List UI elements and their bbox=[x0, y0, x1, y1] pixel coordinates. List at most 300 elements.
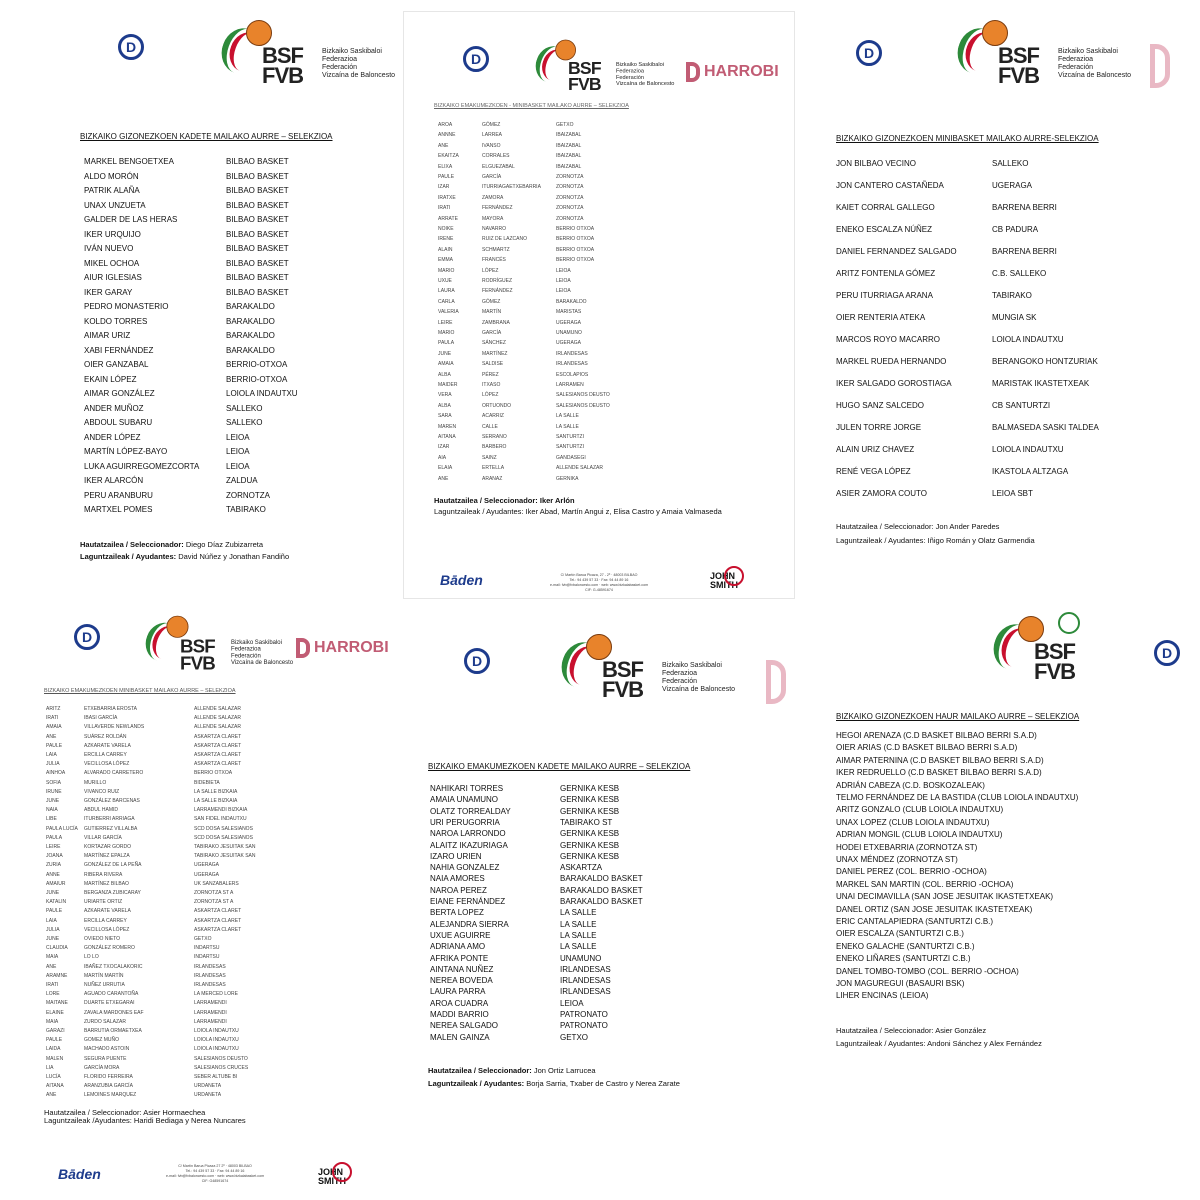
player-name: ALEJANDRA SIERRA bbox=[430, 919, 509, 929]
player-row bbox=[836, 768, 1042, 777]
player-name: KAIET CORRAL GALLEGO bbox=[836, 203, 935, 212]
player-name: MARKEL RUEDA HERNANDO bbox=[836, 357, 947, 366]
club-name: IBAIZABAL bbox=[556, 132, 582, 139]
assistants-line: Laguntzaileak / Ayudantes: David Núñez y Jonathan Fandiño bbox=[80, 552, 290, 561]
player-name: LEMOINES MARQUEZ bbox=[84, 1092, 137, 1099]
club-name: ZORNOTZA bbox=[556, 184, 584, 191]
player-name: AMAIA bbox=[438, 361, 454, 368]
club-name: MUNGIA SK bbox=[992, 313, 1037, 322]
player-name: LORE bbox=[46, 991, 60, 998]
player-row bbox=[836, 867, 987, 876]
player-row bbox=[836, 929, 964, 938]
player-name: IRUNE bbox=[46, 788, 62, 795]
player-entry: UNAX LOPEZ (CLUB LOIOLA INDAUTXU) bbox=[836, 817, 990, 827]
club-name: ZORNOTZA bbox=[556, 174, 584, 180]
player-name: JUNE bbox=[46, 890, 60, 896]
player-name: ZAVALA MARDONES EAF bbox=[84, 1009, 144, 1016]
club-name: ALLENDE SALAZAR bbox=[556, 465, 603, 472]
player-name: ETXEBARRIA EROSTA bbox=[84, 706, 137, 712]
player-name: LAURA PARRA bbox=[430, 987, 486, 997]
player-name: AITANA bbox=[46, 1083, 64, 1090]
club-name: SANTURTZI bbox=[556, 444, 584, 451]
club-name: IBAIZABAL bbox=[556, 142, 582, 149]
player-name: MARIO bbox=[438, 330, 455, 336]
player-name: NEREA SALGADO bbox=[430, 1021, 499, 1031]
club-name: BARAKALDO bbox=[226, 316, 275, 326]
club-name: UNAMUNO bbox=[560, 953, 602, 963]
player-name: ALAIN URIZ CHAVEZ bbox=[836, 445, 915, 454]
club-name: LARRAMENDI bbox=[194, 1009, 227, 1016]
club-name: BALMASEDA SASKI TALDEA bbox=[992, 423, 1099, 432]
club-name: BARRENA BERRI bbox=[992, 203, 1057, 212]
player-entry: DANEL TOMBO-TOMBO (COL. BERRIO -OCHOA) bbox=[836, 966, 1019, 976]
player-name: MURILLO bbox=[84, 779, 107, 786]
d-logo-icon: D bbox=[1140, 640, 1196, 686]
player-name: PEDRO MONASTERIO bbox=[84, 302, 169, 311]
player-row bbox=[836, 843, 977, 852]
player-name: JON CANTERO CASTAÑEDA bbox=[836, 181, 944, 190]
player-name: ALAIN bbox=[438, 246, 453, 253]
player-name: FERNÁNDEZ bbox=[482, 288, 513, 295]
player-name: IKER GARAY bbox=[84, 287, 133, 297]
club-name: ZORNOTZA ST A bbox=[194, 899, 234, 906]
club-name: LA SALLE bbox=[560, 908, 597, 918]
club-name: BILBAO BASKET bbox=[226, 215, 289, 224]
player-name: OLATZ TORREALDAY bbox=[430, 806, 511, 816]
player-name: MARTÍN bbox=[482, 309, 502, 316]
player-name: GARCÍA bbox=[482, 330, 502, 336]
player-name: GARCÍA bbox=[482, 174, 502, 180]
harrobi-mark-icon bbox=[686, 62, 700, 82]
club-name: LEIOA bbox=[226, 447, 250, 456]
player-name: KATALIN bbox=[46, 899, 67, 906]
club-name: ASKARTZA CLARET bbox=[194, 752, 242, 758]
baden-logo: Bāden bbox=[58, 1166, 101, 1182]
player-name: MADDI BARRIO bbox=[430, 1010, 489, 1019]
federation-address: C/ Martín Barua Picaza 27 2º · 48003 BILBAO Tel.: 94 439 57 33 · Fax: 94 44 89 16 e-mail: fvb@fvbaloncesto.com · web: www.bizkaiabasket.com CIF: G48591674 bbox=[165, 1164, 265, 1183]
player-row bbox=[836, 830, 1002, 839]
club-name: INDARTSU bbox=[194, 945, 220, 952]
player-name: LAIA bbox=[46, 752, 57, 758]
player-name: AZKARATE VARELA bbox=[84, 742, 131, 749]
player-name: ASIER ZAMORA COUTO bbox=[836, 489, 927, 498]
club-name: TABIRAKO bbox=[992, 291, 1032, 300]
player-name: UXUE bbox=[438, 278, 452, 284]
john-smith-logo: JOHN SMITH bbox=[710, 572, 738, 590]
club-name: SALLEKO bbox=[226, 418, 263, 427]
player-name: LEIRE bbox=[46, 844, 61, 850]
harrobi-mark-icon bbox=[1150, 44, 1170, 88]
club-name: TABIRAKO ST bbox=[560, 817, 613, 827]
player-name: EIANE FERNÁNDEZ bbox=[430, 897, 506, 906]
player-name: LUCÍA bbox=[46, 1074, 61, 1080]
player-name: NEREA BOVEDA bbox=[430, 976, 493, 986]
player-name: KORTAZAR GORDO bbox=[84, 844, 132, 850]
d-logo-icon: D bbox=[449, 46, 505, 92]
player-name: LIA bbox=[46, 1064, 54, 1071]
club-name: BILBAO BASKET bbox=[226, 273, 289, 282]
player-entry: OIER ARIAS (C.D BASKET BILBAO BERRI S.A.D) bbox=[836, 743, 1018, 753]
club-name: BARAKALDO bbox=[226, 345, 275, 355]
player-name: ANE bbox=[46, 963, 57, 970]
player-name: AIUR IGLESIAS bbox=[84, 273, 142, 282]
player-name: VECILLOSA LÓPEZ bbox=[84, 761, 130, 768]
player-name: IZAR bbox=[438, 184, 450, 191]
player-name: CLAUDIA bbox=[46, 945, 68, 952]
club-name: LOIOLA INDAUTXU bbox=[194, 1028, 239, 1034]
player-entry: AIMAR PATERNINA (C.D BASKET BILBAO BERRI S.A.D) bbox=[836, 755, 1044, 765]
club-name: BILBAO BASKET bbox=[226, 258, 289, 268]
club-name: BERRIO OTXOA bbox=[556, 226, 595, 232]
player-name: HUGO SANZ SALCEDO bbox=[836, 401, 925, 410]
player-name: GONZÁLEZ DE LA PEÑA bbox=[84, 862, 142, 869]
player-name: NAHIKARI TORRES bbox=[430, 784, 504, 793]
club-name: SANTURTZI bbox=[556, 434, 584, 440]
club-name: LARRAMEN bbox=[556, 382, 584, 388]
club-name: GERNIKA KESB bbox=[560, 840, 620, 850]
player-name: URI PERUGORRIA bbox=[430, 817, 500, 827]
player-name: LARREA bbox=[482, 132, 503, 139]
player-name: IBAÑEZ TXOCALAKORIC bbox=[84, 963, 143, 970]
player-name: RENÉ VEGA LÓPEZ bbox=[836, 467, 911, 476]
club-name: SALLEKO bbox=[226, 403, 263, 413]
player-name: MARIO bbox=[438, 267, 455, 274]
player-name: MAIDER bbox=[438, 382, 458, 388]
player-entry: UNAX MÉNDEZ (ZORNOTZA ST) bbox=[836, 855, 958, 864]
roster-page-2 bbox=[404, 12, 794, 598]
club-name: IRLANDESAS bbox=[194, 982, 226, 988]
club-name: IRLANDESAS bbox=[194, 972, 226, 979]
player-name: ARITZ FONTENLA GÓMEZ bbox=[836, 269, 936, 278]
player-name: SOFIA bbox=[46, 779, 62, 786]
club-name: LARRAMENDI bbox=[194, 1018, 227, 1025]
player-entry: DANIEL PEREZ (COL. BERRIO -OCHOA) bbox=[836, 867, 987, 877]
club-name: ASKARTZA CLARET bbox=[194, 917, 242, 924]
player-name: MARTÍN LÓPEZ-BAYO bbox=[84, 447, 168, 456]
player-entry: JON MAGUREGUI (BASAURI BSK) bbox=[836, 979, 965, 988]
player-row bbox=[836, 781, 985, 790]
harrobi-logo: HARROBI bbox=[686, 62, 779, 82]
player-name: CALLE bbox=[482, 423, 498, 430]
player-name: ALVARADO CARRETERO bbox=[84, 770, 144, 777]
player-entry: HEGOI ARENAZA (C.D BASKET BILBAO BERRI S.A.D) bbox=[836, 731, 1037, 740]
player-name: NAVARRO bbox=[482, 226, 506, 232]
player-name: ARAMNE bbox=[46, 972, 68, 979]
player-name: IRATI bbox=[46, 982, 59, 988]
player-name: DANIEL FERNANDEZ SALGADO bbox=[836, 247, 957, 256]
player-name: PERU ITURRIAGA ARANA bbox=[836, 291, 933, 300]
player-name: VECILLOSA LÓPEZ bbox=[84, 926, 130, 933]
roster-heading: BIZKAIKO EMAKUMEZKOEN - MINIBASKET MAILAKO AURRE – SELEKZIOA bbox=[434, 103, 629, 109]
club-name: ALLENDE SALAZAR bbox=[194, 724, 241, 731]
player-name: GALDER DE LAS HERAS bbox=[84, 215, 178, 224]
player-name: ABDUL HAMID bbox=[84, 807, 118, 814]
player-name: VERA bbox=[438, 392, 452, 399]
selector-line: Hautatzailea / Seleccionador: Diego Díaz Zubizarreta bbox=[80, 540, 263, 549]
club-name: LARRAMENDI BIZKAIA bbox=[194, 807, 248, 814]
club-name: BILBAO BASKET bbox=[226, 244, 289, 253]
player-name: ARRATE bbox=[438, 215, 458, 222]
club-name: IRLANDESAS bbox=[556, 350, 588, 357]
player-name: BARRUTIA ORMAETXEA bbox=[84, 1028, 142, 1034]
player-name: RODRÍGUEZ bbox=[482, 278, 512, 284]
club-name: GERNIKA KESB bbox=[560, 795, 620, 805]
club-name: ASKARTZA CLARET bbox=[194, 926, 242, 933]
anniversary-emblem-icon bbox=[1058, 612, 1080, 634]
club-name: ASKARTZA CLARET bbox=[194, 742, 242, 749]
player-name: ALBA bbox=[438, 402, 451, 409]
player-entry: ERIC CANTALAPIEDRA (SANTURTZI C.B.) bbox=[836, 917, 994, 926]
club-name: BILBAO BASKET bbox=[226, 287, 289, 297]
d-logo-icon: D bbox=[60, 624, 116, 670]
player-name: MARTÍNEZ EPALZA bbox=[84, 853, 130, 860]
club-name: BARAKALDO bbox=[556, 298, 587, 305]
player-name: GARAZI bbox=[46, 1028, 65, 1034]
player-name: ELAINE bbox=[46, 1009, 64, 1016]
assistants-line: Laguntzaileak /Ayudantes: Haridi Bediaga y Nerea Nuncares bbox=[44, 1116, 246, 1125]
club-name: ZORNOTZA bbox=[556, 215, 584, 222]
club-name: TABIRAKO bbox=[226, 505, 266, 514]
player-name: DUARTE ETXEGARAI bbox=[84, 1000, 135, 1007]
player-name: SUÁREZ ROLDÁN bbox=[84, 733, 127, 740]
player-name: ANE bbox=[438, 475, 449, 482]
player-name: MARTÍNEZ BILBAO bbox=[84, 880, 129, 887]
player-row bbox=[836, 954, 971, 963]
player-name: CARLA bbox=[438, 298, 455, 305]
player-name: AMAIUR bbox=[46, 880, 66, 887]
club-name: BILBAO BASKET bbox=[226, 171, 289, 181]
player-row bbox=[836, 991, 928, 1000]
player-name: IKER SALGADO GOROSTIAGA bbox=[836, 379, 952, 388]
player-name: MAIA bbox=[46, 1018, 59, 1025]
club-name: GETXO bbox=[560, 1032, 589, 1042]
club-name: UGERAGA bbox=[556, 340, 582, 347]
club-name: BERRIO OTXOA bbox=[556, 257, 595, 264]
player-name: BARBERO bbox=[482, 444, 507, 451]
club-name: BERRIO-OTXOA bbox=[226, 374, 288, 384]
player-row bbox=[836, 967, 1019, 976]
player-entry: ARITZ GONZALO (CLUB LOIOLA INDAUTXU) bbox=[836, 805, 1004, 815]
club-name: LOIOLA INDAUTXU bbox=[194, 1037, 239, 1044]
player-name: UXUE AGUIRRE bbox=[430, 930, 491, 940]
club-name: CB SANTURTZI bbox=[992, 401, 1051, 410]
player-name: SARA bbox=[438, 413, 452, 420]
player-name: MAYORA bbox=[482, 215, 504, 222]
player-name: ABDOUL SUBARU bbox=[84, 418, 153, 427]
club-name: BARAKALDO BASKET bbox=[560, 897, 643, 906]
player-name: AROA bbox=[438, 122, 453, 128]
player-name: ANE bbox=[46, 733, 57, 740]
player-name: OVIEDO NIETO bbox=[84, 936, 121, 942]
player-name: IRENE bbox=[438, 236, 454, 243]
player-name: ACARRIZ bbox=[482, 413, 504, 420]
player-name: ELAIA bbox=[438, 465, 453, 472]
player-entry: TELMO FERNÁNDEZ DE LA BASTIDA (CLUB LOIOLA INDAUTXU) bbox=[836, 793, 1079, 802]
club-name: LEIOA bbox=[226, 461, 250, 471]
player-name: ENEKO ESCALZA NÚÑEZ bbox=[836, 225, 933, 234]
player-name: IKER ALARCÓN bbox=[84, 476, 144, 485]
club-name: MARISTAK IKASTETXEAK bbox=[992, 379, 1090, 388]
player-name: SAINZ bbox=[482, 454, 497, 461]
player-name: FRANCÉS bbox=[482, 257, 506, 264]
player-name: EKAIN LÓPEZ bbox=[84, 374, 137, 384]
player-name: AIMAR GONZÁLEZ bbox=[84, 389, 155, 398]
club-name: LOIOLA INDAUTXU bbox=[194, 1046, 239, 1053]
club-name: LEIOA bbox=[556, 288, 571, 295]
player-name: ARANZUBIA GARCÍA bbox=[84, 1083, 133, 1090]
club-name: PATRONATO bbox=[560, 1021, 608, 1031]
club-name: BILBAO BASKET bbox=[226, 186, 289, 195]
club-name: ALLENDE SALAZAR bbox=[194, 715, 241, 722]
club-name: BILBAO BASKET bbox=[226, 229, 289, 239]
player-name: AROA CUADRA bbox=[430, 998, 489, 1008]
d-logo-icon: D bbox=[450, 648, 506, 694]
player-name: JULEN TORRE JORGE bbox=[836, 423, 922, 432]
club-name: LA MERCED LORE bbox=[194, 991, 238, 998]
player-name: ZURDO SALAZAR bbox=[84, 1018, 126, 1025]
player-name: IZARO URIEN bbox=[430, 851, 482, 861]
club-name: BERRIO OTXOA bbox=[556, 246, 595, 253]
player-name: BERGANZA ZUBICARAY bbox=[84, 890, 141, 896]
player-name: IBASI GARCÍA bbox=[84, 715, 118, 722]
player-name: AIA bbox=[438, 454, 447, 461]
player-name: MAITANE bbox=[46, 1000, 68, 1007]
player-name: IKER URQUIJO bbox=[84, 229, 141, 239]
player-name: LUKA AGUIRREGOMEZCORTA bbox=[84, 461, 200, 471]
player-row bbox=[836, 805, 1003, 814]
assistants-line: Laguntzaileak / Ayudantes: Iñigo Román y Olatz Garmendia bbox=[836, 536, 1035, 545]
player-name: PAULA bbox=[438, 340, 455, 347]
club-name: TABIRAKO JESUITAK SAN bbox=[194, 853, 256, 860]
roster-page-1 bbox=[0, 0, 398, 595]
john-smith-logo: JOHN SMITH bbox=[318, 1168, 346, 1186]
club-name: SEBER ALTUBE BI bbox=[194, 1074, 238, 1080]
player-name: ARITZ bbox=[46, 706, 61, 712]
player-name: AINHOA bbox=[46, 770, 66, 777]
club-name: INDARTSU bbox=[194, 954, 220, 961]
player-name: LAIDA bbox=[46, 1046, 61, 1053]
player-entry: OIER ESCALZA (SANTURTZI C.B.) bbox=[836, 929, 964, 939]
club-name: LEIOA bbox=[560, 998, 584, 1008]
club-name: UGERAGA bbox=[194, 862, 220, 869]
club-name: UGERAGA bbox=[194, 871, 220, 878]
player-name: UNAX UNZUETA bbox=[84, 200, 146, 210]
club-name: ASKARTZA CLARET bbox=[194, 908, 242, 915]
club-name: BARAKALDO bbox=[226, 331, 275, 340]
player-name: PERU ARANBURU bbox=[84, 490, 153, 500]
player-name: RUIZ DE LAZCANO bbox=[482, 236, 528, 243]
player-name: MALEN bbox=[46, 1055, 64, 1062]
player-name: MARCOS ROYO MACARRO bbox=[836, 335, 941, 344]
bsf-fvb-logo: BSF FVB Bizkaiko Saskibaloi Federazioa Federación Vizcaína de Baloncesto bbox=[562, 632, 732, 702]
bsf-text: BSF bbox=[262, 43, 303, 68]
player-name: ALAITZ IKAZURIAGA bbox=[430, 840, 508, 850]
player-name: IRATXE bbox=[438, 194, 456, 201]
player-name: ZAMORA bbox=[482, 194, 504, 201]
player-name: GÓMEZ bbox=[482, 298, 501, 305]
club-name: BILBAO BASKET bbox=[226, 157, 289, 166]
player-row bbox=[836, 905, 1032, 914]
player-name: NAROA LARRONDO bbox=[430, 829, 506, 839]
player-name: GOMEZ MUÑO bbox=[84, 1037, 119, 1044]
player-name: OIER GANZABAL bbox=[84, 360, 149, 369]
player-name: GARCÍA MORA bbox=[84, 1064, 120, 1071]
selector-line: Hautatzailea / Seleccionador: Iker Arlón bbox=[434, 496, 575, 505]
club-name: UGERAGA bbox=[556, 319, 582, 326]
bsf-fvb-logo bbox=[222, 18, 396, 88]
player-name: GONZÁLEZ ROMERO bbox=[84, 945, 135, 952]
player-name: VILLAR GARCÍA bbox=[84, 834, 122, 841]
player-entry: ADRIÁN CABEZA (C.D. BOSKOZALEAK) bbox=[836, 780, 985, 790]
club-name: TABIRAKO JESUITAK SAN bbox=[194, 844, 256, 850]
player-name: JOANA bbox=[46, 853, 63, 860]
club-name: PATRONATO bbox=[560, 1010, 608, 1019]
club-name: LEIOA bbox=[556, 278, 571, 284]
player-name: IVÁN NUEVO bbox=[84, 244, 134, 253]
club-name: BIDEBIETA bbox=[194, 779, 220, 786]
club-name: LOIOLA INDAUTXU bbox=[992, 335, 1064, 344]
player-name: KOLDO TORRES bbox=[84, 316, 148, 326]
roster-page-3 bbox=[800, 0, 1200, 595]
player-name: JULIA bbox=[46, 926, 60, 933]
roster-heading: BIZKAIKO EMAKUMEZKOEN MINIBASKET MAILAKO AURRE – SELEKZIOA bbox=[44, 688, 236, 694]
club-name: LA SALLE bbox=[560, 919, 597, 929]
bsf-fvb-logo: BSF FVB bbox=[994, 614, 1094, 684]
assistants-line: Laguntzaileak / Ayudantes: Borja Sarria, Txaber de Castro y Nerea Zarate bbox=[428, 1079, 680, 1088]
player-name: JULIA bbox=[46, 761, 60, 768]
player-name: FERNÁNDEZ bbox=[482, 205, 513, 212]
player-entry: UNAI DECIMAVILLA (SAN JOSE JESUITAK IKASTETXEAK) bbox=[836, 892, 1054, 902]
club-name: BILBAO BASKET bbox=[226, 200, 289, 210]
club-name: UGERAGA bbox=[992, 181, 1033, 190]
player-name: PAULA bbox=[46, 834, 63, 841]
harrobi-mark-icon bbox=[766, 660, 786, 704]
federation-name: Bizkaiko Saskibaloi Federazioa Federación Vizcaína de Baloncesto bbox=[322, 48, 396, 79]
club-name: BERRIO-OTXOA bbox=[226, 360, 288, 369]
player-row bbox=[836, 880, 1013, 889]
selector-line: Hautatzailea / Seleccionador: Jon Ander Paredes bbox=[836, 522, 1000, 531]
selector-line: Hautatzailea / Seleccionador: Asier Hormaechea bbox=[44, 1108, 206, 1117]
club-name: IRLANDESAS bbox=[560, 976, 611, 986]
club-name: SCD DOSA SALESIANOS bbox=[194, 834, 253, 841]
player-name: AZKARATE VARELA bbox=[84, 908, 131, 915]
club-name: BARAKALDO BASKET bbox=[560, 874, 643, 884]
club-name: BERRIO OTXOA bbox=[556, 236, 595, 243]
player-name: GUTIERREZ VILLALBA bbox=[84, 825, 138, 832]
player-name: ERCILLA CARREY bbox=[84, 752, 127, 758]
club-name: ASKARTZA bbox=[560, 863, 603, 873]
bsf-fvb-logo: BSF FVB Bizkaiko Saskibaloi Federazioa Federación Vizcaína de Baloncesto bbox=[958, 18, 1128, 88]
club-name: ZORNOTZA bbox=[556, 205, 584, 212]
club-name: GERNIKA KESB bbox=[560, 851, 620, 861]
player-name: LÓPEZ bbox=[482, 392, 499, 399]
player-entry: MARKEL SAN MARTIN (COL. BERRIO -OCHOA) bbox=[836, 879, 1014, 889]
player-row bbox=[836, 855, 958, 864]
player-row bbox=[836, 743, 1017, 752]
player-name: MACHADO ASTOIN bbox=[84, 1046, 130, 1053]
club-name: GERNIKA KESB bbox=[560, 784, 620, 793]
player-name: PAULE bbox=[438, 174, 455, 180]
roster-heading: BIZKAIKO GIZONEZKOEN HAUR MAILAKO AURRE – SELEKZIOA bbox=[836, 712, 1080, 721]
roster-page-5 bbox=[404, 604, 794, 1200]
club-name: SALESIANOS DEUSTO bbox=[556, 392, 610, 399]
club-name: ZORNOTZA bbox=[556, 194, 584, 201]
player-name: CORRALES bbox=[482, 153, 510, 160]
club-name: LA SALLE bbox=[556, 413, 579, 420]
player-name: PAULE bbox=[46, 1037, 63, 1044]
club-name: LA SALLE bbox=[560, 930, 597, 940]
player-row bbox=[836, 917, 993, 926]
